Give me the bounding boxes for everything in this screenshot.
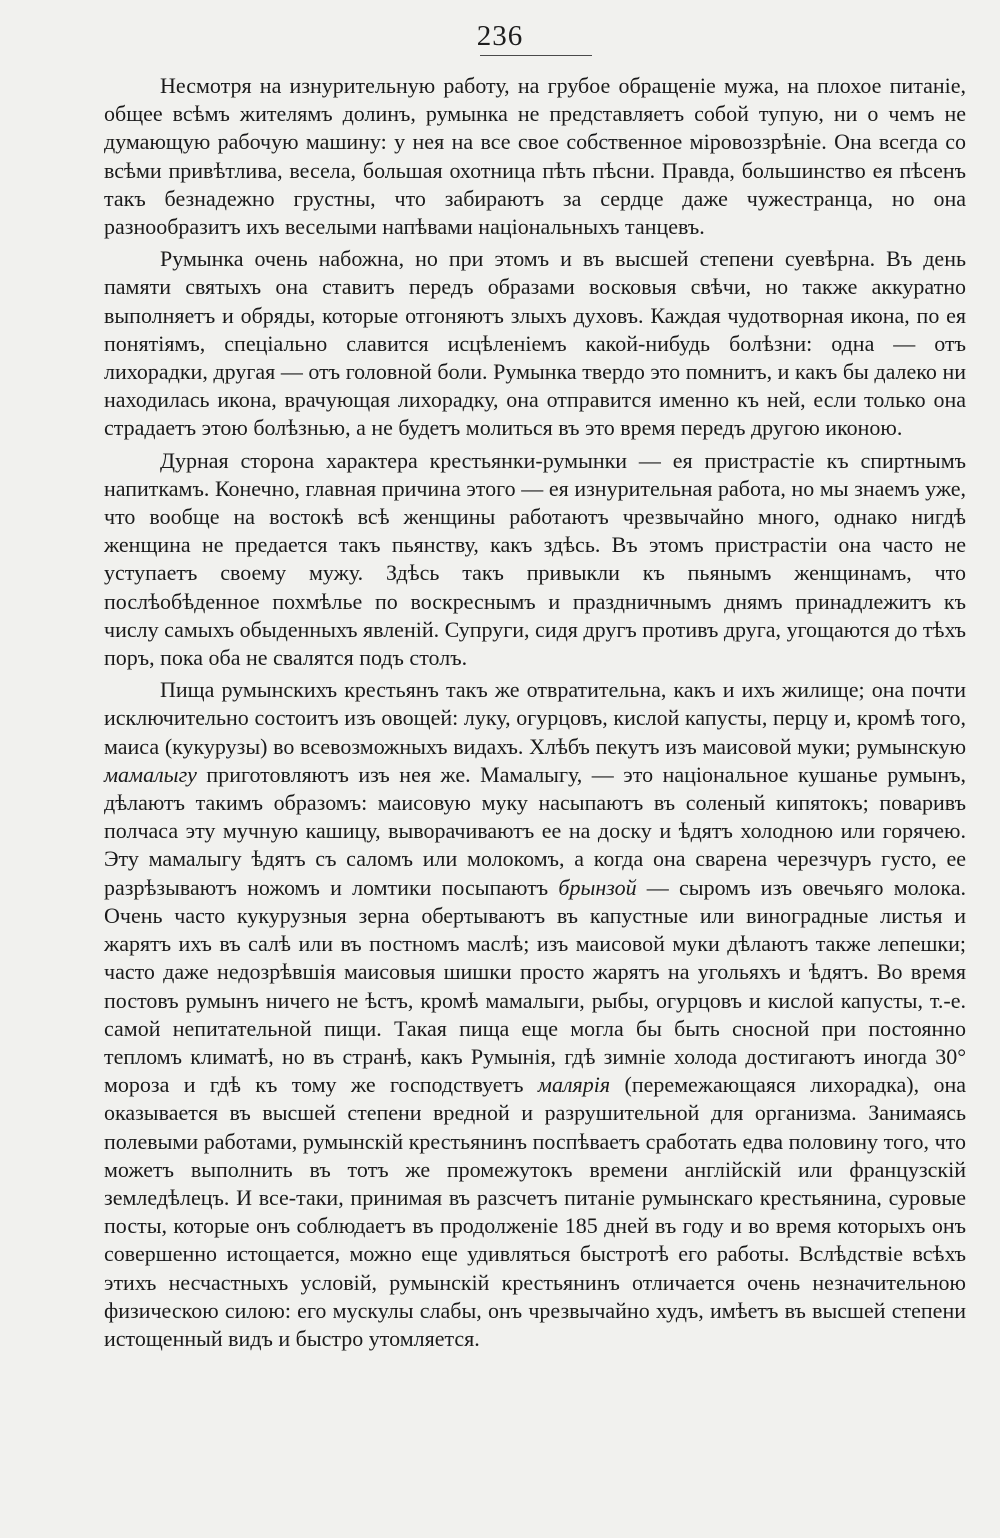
paragraph-1 — [104, 72, 966, 241]
page-number-rule — [480, 55, 592, 56]
paragraph-2 — [104, 245, 966, 442]
paragraph-3 — [104, 447, 966, 673]
paragraph-4-text-b: приготовляютъ изъ нея же. Мамалыгу, — это національное кушанье румынъ, дѣлаютъ такимъ образомъ: маисовую муку насыпаютъ въ соленый кипятокъ; поваривъ полчаса эту мучную кашицу, выворачиваютъ ее на доску и ѣдятъ холодною или горячею. Эту мамалыгу ѣдятъ съ саломъ или молокомъ, а когда она сварена черезчуръ густо, ее разрѣзываютъ ножомъ и ломтики посыпаютъ — [104, 761, 966, 900]
body-text — [104, 72, 966, 1353]
paragraph-1-text: Несмотря на изнурительную работу, на грубое обращеніе мужа, на плохое питаніе, общее всѣмъ жителямъ долинъ, румынка не представляетъ собой тупую, ни о чемъ не думающую рабочую машину: у нея на все свое собственное міровоззрѣніе. Она всегда со всѣми привѣтлива, весела, большая охотница пѣть пѣсни. Правда, большинство ея пѣсенъ такъ безнадежно грустны, что забираютъ за сердце даже чужестранца, но она разнообразитъ ихъ веселыми напѣвами національныхъ танцевъ. — [104, 73, 966, 240]
paragraph-4-text-d: (перемежающаяся лихорадка), она оказывается въ высшей степени вредной и разрушительной для организма. Занимаясь полевыми работами, румынскій крестьянинъ поспѣваетъ сработать едва половину того, что можетъ выполнить въ тотъ же промежутокъ времени англійскій или французскій земледѣлецъ. И все-таки, принимая въ разсчетъ питаніе румынскаго крестьянина, суровые посты, которые онъ соблюдаетъ въ продолженіе 185 дней въ году и во время которыхъ онъ совершенно истощается, можно еще удивляться быстротѣ его работы. Вслѣдствіе всѣхъ этихъ несчастныхъ условій, румынскій крестьянинъ отличается очень незначительною физическою силою: его мускулы слабы, онъ чрезвычайно худъ, имѣетъ въ высшей степени истощенный видъ и быстро утомляется. — [104, 1072, 966, 1351]
paragraph-4 — [104, 676, 966, 1353]
italic-term-mamalyga: мамалыгу — [104, 761, 197, 787]
italic-term-bryndza: брынзой — [558, 874, 637, 900]
paragraph-2-text: Румынка очень набожна, но при этомъ и въ высшей степени суевѣрна. Въ день памяти святыхъ она ставитъ передъ образами восковыя свѣчи, но также аккуратно выполняетъ и обряды, которые отгоняютъ злыхъ духовъ. Каждая чудотворная икона, по ея понятіямъ, спеціально славится исцѣленіемъ какой-нибудь болѣзни: одна — отъ лихорадки, другая — отъ головной боли. Румынка твердо это помнитъ, и какъ бы далеко ни находилась икона, врачующая лихорадку, она отправится именно къ ней, если только она страдаетъ этою болѣзнью, а не будетъ молиться въ это время передъ другою иконою. — [104, 246, 966, 441]
paragraph-3-text: Дурная сторона характера крестьянки-румынки — ея пристрастіе къ спиртнымъ напиткамъ. Конечно, главная причина этого — ея изнурительная работа, но мы знаемъ уже, что вообще на востокѣ всѣ женщины работаютъ чрезвычайно много, однако нигдѣ женщина не предается такъ пьянству, какъ здѣсь. Въ этомъ пристрастіи она часто не уступаетъ своему мужу. Здѣсь такъ привыкли къ пьянымъ женщинамъ, что послѣобѣденное похмѣлье по воскреснымъ и праздничнымъ днямъ принадлежитъ къ числу самыхъ обыденныхъ явленій. Супруги, сидя другъ противъ друга, угощаются до тѣхъ поръ, пока оба не свалятся подъ столъ. — [104, 447, 966, 671]
page-number: 236 — [476, 20, 524, 52]
paragraph-4-text-a: Пища румынскихъ крестьянъ такъ же отвратительна, какъ и ихъ жилище; она почти исключительно состоитъ изъ овощей: луку, огурцовъ, кислой капусты, перцу и, кромѣ того, маиса (кукурузы) во всевозможныхъ видахъ. Хлѣбъ пекутъ изъ маисовой муки; румынскую — [104, 677, 966, 759]
paragraph-4-text-c: — сыромъ изъ овечьяго молока. Очень часто кукурузныя зерна обертываютъ въ капустные или виноградные листья и жарятъ ихъ въ салѣ или въ постномъ маслѣ; изъ маисовой муки дѣлаютъ также лепешки; часто даже недозрѣвшія маисовыя шишки просто жарятъ на угольяхъ и ѣдятъ. Во время постовъ румынъ ничего не ѣстъ, кромѣ мамалыги, рыбы, огурцовъ и кислой капусты, т.-е. самой непитательной пищи. Такая пища еще могла бы быть сносной при постоянно тепломъ климатѣ, но въ странѣ, какъ Румынія, гдѣ зимніе холода достигаютъ иногда 30° мороза и гдѣ къ тому же господствуетъ — [104, 874, 966, 1098]
italic-term-malaria: малярія — [537, 1072, 611, 1098]
